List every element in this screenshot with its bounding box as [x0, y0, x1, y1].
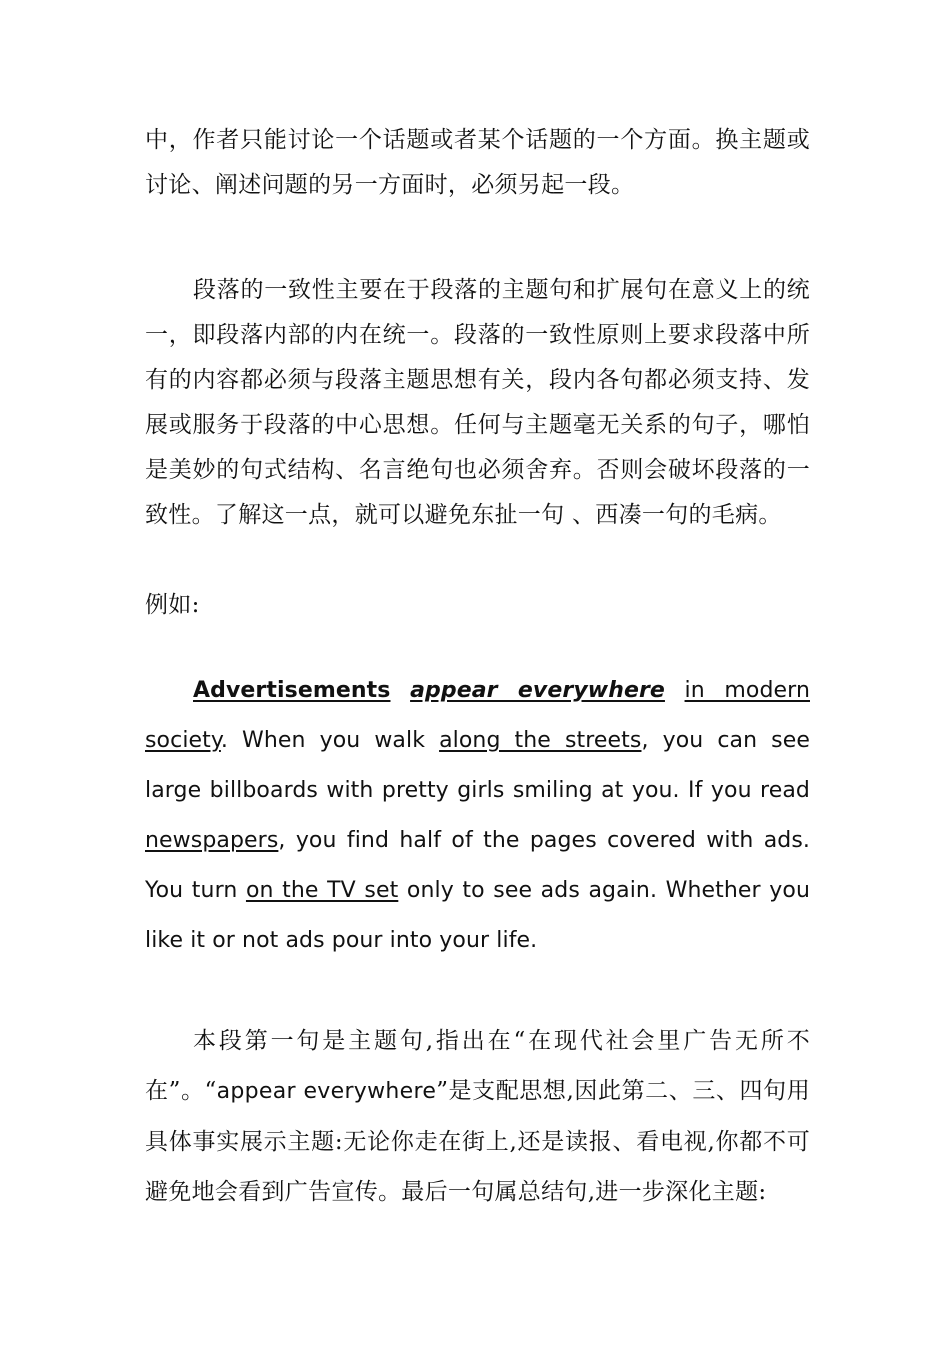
topic-word: Advertisements: [193, 678, 391, 703]
underlined-phrase-streets: along the streets: [439, 728, 642, 753]
paragraph-continuation: 中，作者只能讨论一个话题或者某个话题的一个方面。换主题或讨论、阐述问题的另一方面时，必须另起一段。: [145, 127, 810, 198]
paragraph-unity-body: 段落的一致性主要在于段落的主题句和扩展句在意义上的统一，即段落内部的内在统一。段落的一致性原则上要求段落中所有的内容都必须与段落主题思想有关，段内各句都必须支持、发展或服务于段落的中心思想。任何与主题毫无关系的句子，哪怕是美妙的句式结构、名言绝句也必须舍弃。否则会破坏段落的一致性。了解这一点，就可以避免东扯一句 、西凑一句的毛病。: [145, 277, 810, 528]
analysis-text: ”是支配思想,因此第二、三、四句用具体事实展示主题:无论你走在街上,还是读报、看电视,你都不可避免地会看到广告宣传。最后一句属总结句,进一步深化主题:: [145, 1078, 811, 1205]
underlined-phrase-newspapers: newspapers: [145, 828, 279, 853]
underlined-phrase-modern-society: in modern society: [145, 678, 810, 753]
controlling-idea: appear everywhere: [410, 678, 665, 703]
paragraph-unity-tail: 例如:: [145, 592, 200, 618]
example-paragraph: [145, 666, 810, 966]
underlined-phrase-tv-set: on the TV set: [245, 878, 399, 903]
analysis-paragraph: [145, 1016, 810, 1217]
analysis-english-phrase: appear everywhere: [216, 1079, 437, 1104]
example-text: . When you walk: [220, 728, 440, 753]
example-text: , you can see large billboards with pretty girls smiling at you. If you read: [145, 728, 811, 803]
example-text: , you find half of the pages covered with ads. You turn: [145, 828, 810, 903]
analysis-text: 本段第一句是主题句,指出在“在现代社会里广告无所不在”。“: [145, 1028, 810, 1104]
example-text: only to see ads again. Whether you like it or not ads pour into your life.: [145, 878, 810, 953]
